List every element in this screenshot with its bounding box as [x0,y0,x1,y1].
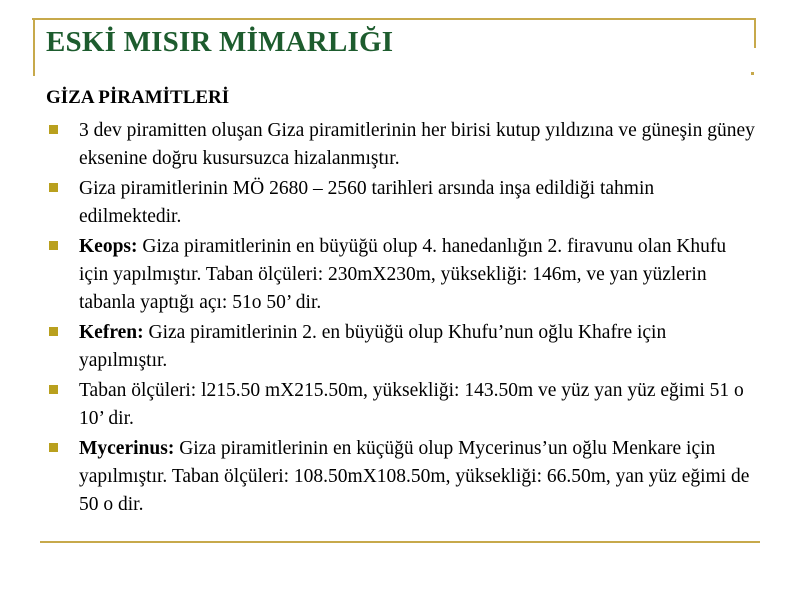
bullet-item [46,117,758,173]
corner-accent [751,72,754,75]
slide-title: ESKİ MISIR MİMARLIĞI [46,26,394,58]
bullet-item [46,435,758,519]
square-bullet-icon [49,327,58,336]
bullet-item [46,377,758,433]
slide-subtitle: GİZA PİRAMİTLERİ [46,87,230,108]
right-divider [754,18,756,48]
bullet-item [46,175,758,231]
left-divider [33,18,35,76]
bullet-text: Giza piramitlerinin MÖ 2680 – 2560 tarihleri arsında inşa edildiği tahmin edilmektedir. [79,178,655,227]
bullet-text: Giza piramitlerinin en küçüğü olup Mycerinus’un oğlu Menkare için yapılmıştır. Taban ölçüleri: 108.50mX108.50m, yüksekliği: 66.50m, yan yüz eğimi de 50 o dir. [79,438,750,515]
bullet-text: Taban ölçüleri: l215.50 mX215.50m, yüksekliği: 143.50m ve yüz yan yüz eğimi 51 o 10’ dir. [79,380,744,429]
bullet-text: Giza piramitlerinin en büyüğü olup 4. hanedanlığın 2. firavunu olan Khufu için yapılmıştır. Taban ölçüleri: 230mX230m, yüksekliği: 146m, ve yan yüzlerin tabanla yaptığı açı: 51o 50’ dir. [79,236,727,313]
bullet-lead: Mycerinus: [79,438,175,459]
bullet-text: 3 dev piramitten oluşan Giza piramitlerinin her birisi kutup yıldızına ve güneşin güney eksenine doğru kusursuzca hizalanmıştır. [79,120,755,169]
square-bullet-icon [49,183,58,192]
square-bullet-icon [49,125,58,134]
bullet-item [46,319,758,375]
square-bullet-icon [49,385,58,394]
bottom-divider [40,541,760,543]
bullet-item [46,233,758,317]
square-bullet-icon [49,443,58,452]
bullet-lead: Kefren: [79,322,144,343]
bullet-list [46,117,758,521]
top-divider [32,18,756,20]
bullet-text: Giza piramitlerinin 2. en büyüğü olup Khufu’nun oğlu Khafre için yapılmıştır. [79,322,667,371]
square-bullet-icon [49,241,58,250]
bullet-lead: Keops: [79,236,138,257]
